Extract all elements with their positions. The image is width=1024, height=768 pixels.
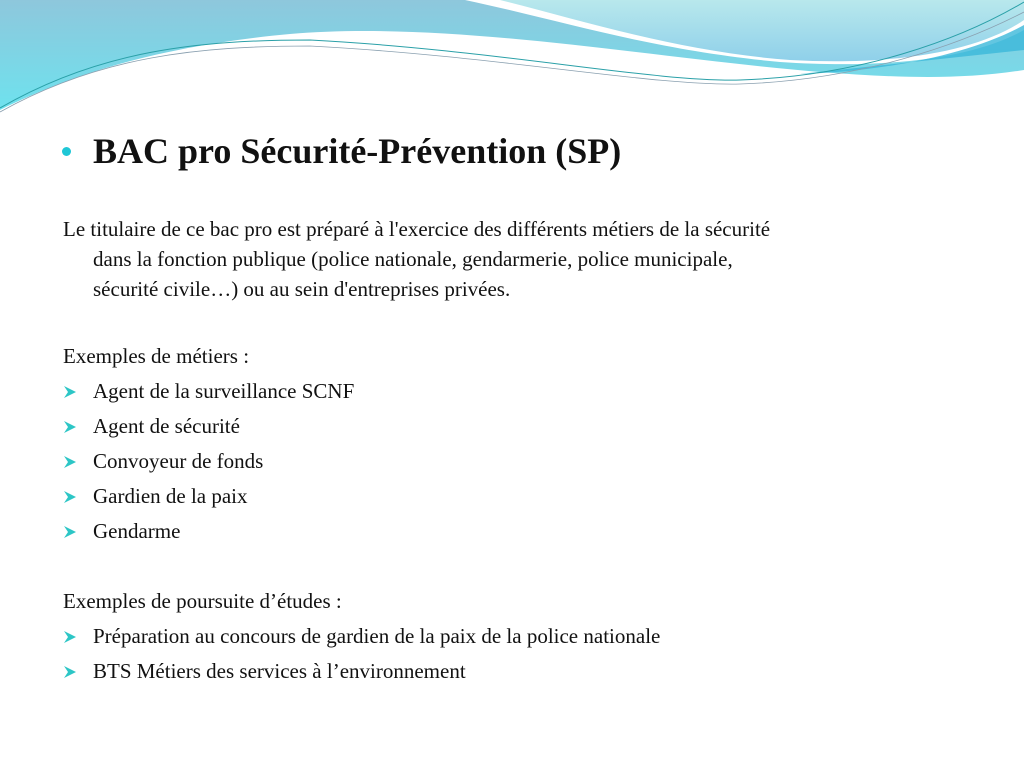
list-item: Préparation au concours de gardien de la paix de la police nationale xyxy=(63,619,660,654)
list-item: Gendarme xyxy=(63,514,354,549)
arrow-bullet-icon xyxy=(63,455,77,469)
decorative-wave-banner xyxy=(0,0,1024,130)
arrow-bullet-icon xyxy=(63,385,77,399)
list-item: BTS Métiers des services à l’environnement xyxy=(63,654,660,689)
arrow-bullet-icon xyxy=(63,525,77,539)
list-item: Convoyeur de fonds xyxy=(63,444,354,479)
list-item: Agent de sécurité xyxy=(63,409,354,444)
etudes-section xyxy=(63,584,660,689)
title-row xyxy=(62,130,621,172)
intro-line: Le titulaire de ce bac pro est préparé à l'exercice des différents métiers de la sécurité xyxy=(63,217,771,241)
list-item: Gardien de la paix xyxy=(63,479,354,514)
list-item: Agent de la surveillance SCNF xyxy=(63,374,354,409)
slide-title: BAC pro Sécurité-Prévention (SP) xyxy=(93,131,622,171)
intro-paragraph xyxy=(63,214,963,304)
arrow-bullet-icon xyxy=(63,630,77,644)
arrow-bullet-icon xyxy=(63,490,77,504)
arrow-bullet-icon xyxy=(63,420,77,434)
etudes-heading: Exemples de poursuite d’études : xyxy=(63,589,342,613)
intro-line: dans la fonction publique (police nationale, gendarmerie, police municipale, xyxy=(93,247,733,271)
metiers-heading: Exemples de métiers : xyxy=(63,344,250,368)
metiers-section xyxy=(63,339,354,549)
bullet-dot-icon xyxy=(62,147,71,156)
intro-line: sécurité civile…) ou au sein d'entreprises privées. xyxy=(93,277,511,301)
arrow-bullet-icon xyxy=(63,665,77,679)
